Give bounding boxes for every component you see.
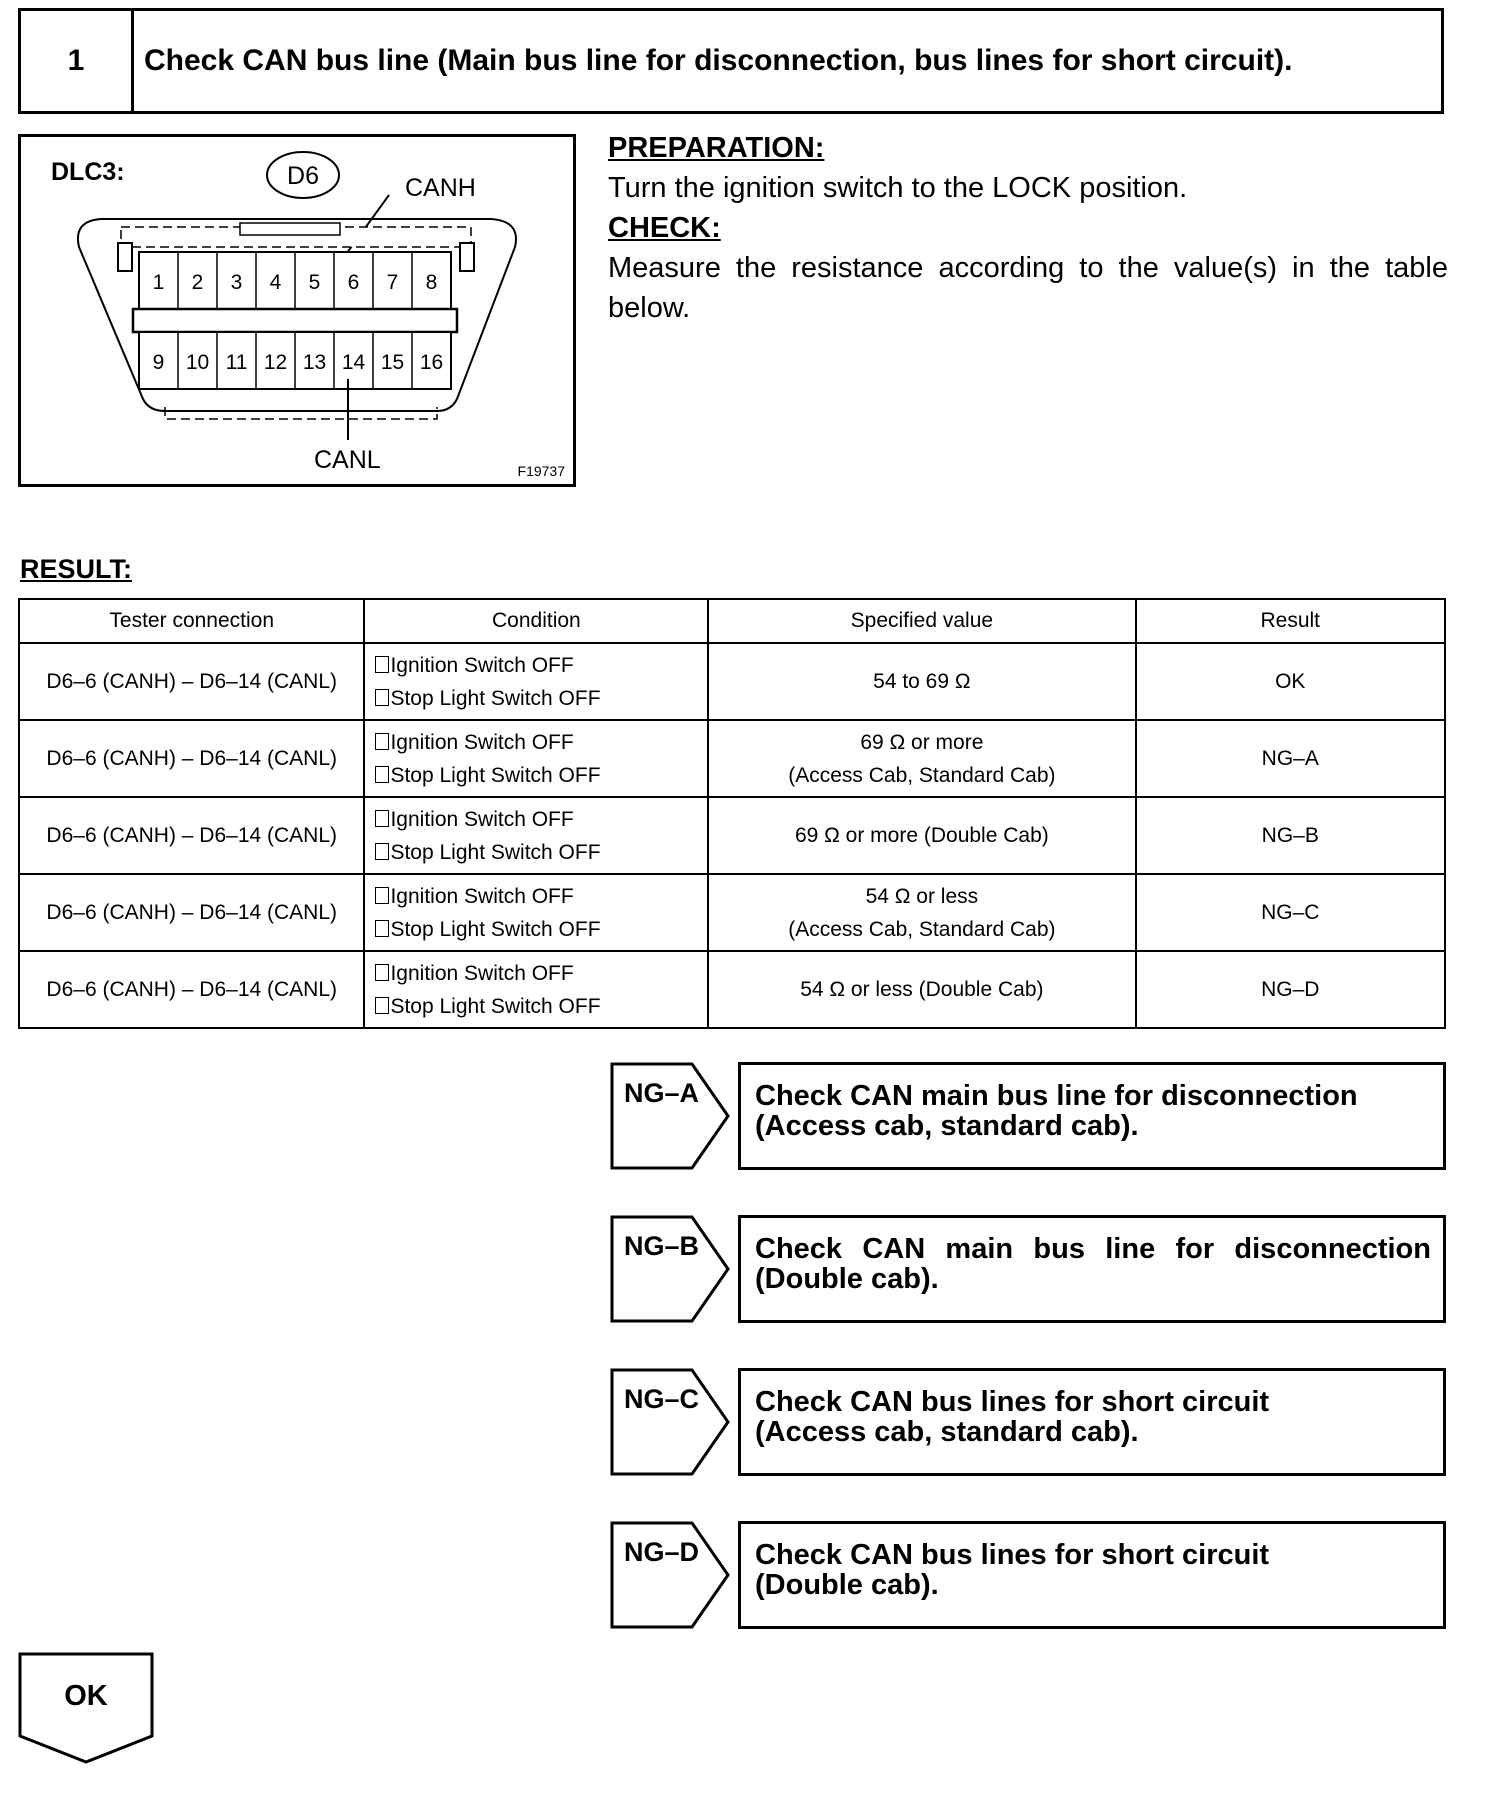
ng-action-line: (Access cab, standard cab). [755, 1110, 1139, 1142]
ng-a-action[interactable] [610, 1062, 1446, 1170]
ng-action-line: (Access cab, standard cab). [755, 1416, 1139, 1448]
pin-number: 9 [152, 351, 165, 374]
canl-label: CANL [314, 446, 381, 474]
ng-action-line: (Double cab). [755, 1263, 939, 1295]
result-table [18, 598, 1446, 1029]
ng-action-line: Check CAN main bus line for disconnection [755, 1233, 1431, 1265]
specified-value-cell [708, 874, 1135, 951]
table-row [19, 874, 1445, 951]
pin-number: 15 [380, 351, 405, 374]
checkbox-icon [375, 766, 389, 783]
spec-line: 54 to 69 Ω [873, 670, 971, 693]
pin-number: 5 [308, 271, 321, 294]
condition-line: Ignition Switch OFF [375, 726, 707, 759]
checkbox-icon [375, 810, 389, 827]
pin-number: 11 [225, 351, 248, 374]
checkbox-icon [375, 964, 389, 981]
condition-line: Stop Light Switch OFF [375, 682, 707, 715]
pin-number: 3 [230, 271, 243, 294]
pin-number: 2 [191, 271, 204, 294]
connector-left-key [118, 243, 132, 271]
spec-line: 54 Ω or less (Double Cab) [800, 978, 1044, 1001]
condition-cell [364, 797, 708, 874]
header-specified-value: Specified value [708, 599, 1135, 643]
condition-line: Ignition Switch OFF [375, 880, 707, 913]
table-row [19, 797, 1445, 874]
pin-number: 4 [269, 271, 282, 294]
condition-line: Stop Light Switch OFF [375, 836, 707, 869]
tester-connection-cell: D6–6 (CANH) – D6–14 (CANL) [19, 720, 364, 797]
result-heading: RESULT: [20, 554, 132, 584]
ng-tag-label: NG–A [624, 1078, 700, 1108]
canh-label: CANH [405, 174, 476, 202]
ng-action-box [738, 1368, 1446, 1476]
tester-connection-cell: D6–6 (CANH) – D6–14 (CANL) [19, 951, 364, 1028]
condition-cell [364, 720, 708, 797]
ng-tag-label: NG–B [624, 1231, 700, 1261]
ng-action-box [738, 1521, 1446, 1629]
ng-tag-label: NG–C [624, 1384, 700, 1414]
connector-bottom-ridge [165, 407, 437, 419]
condition-cell [364, 874, 708, 951]
result-cell: NG–B [1136, 797, 1446, 874]
condition-line: Stop Light Switch OFF [375, 759, 707, 792]
table-row [19, 643, 1445, 720]
tester-connection-cell: D6–6 (CANH) – D6–14 (CANL) [19, 874, 364, 951]
center-divider [133, 309, 457, 332]
result-cell: OK [1136, 643, 1446, 720]
step-title: Check CAN bus line (Main bus line for disconnection, bus lines for short circuit). [144, 44, 1293, 77]
ng-action-line: Check CAN bus lines for short circuit [755, 1386, 1270, 1418]
condition-line: Ignition Switch OFF [375, 803, 707, 836]
checkbox-icon [375, 656, 389, 673]
checkbox-icon [375, 920, 389, 937]
specified-value-cell [708, 797, 1135, 874]
pin-number: 12 [263, 351, 288, 374]
ng-action-box [738, 1062, 1446, 1170]
spec-line: (Access Cab, Standard Cab) [788, 917, 1056, 941]
result-cell: NG–C [1136, 874, 1446, 951]
pin-number: 7 [386, 271, 399, 294]
specified-value-cell [708, 643, 1135, 720]
instructions [608, 128, 1448, 328]
check-heading: CHECK: [608, 212, 721, 244]
checkbox-icon [375, 733, 389, 750]
ng-tag-label: NG–D [624, 1537, 700, 1567]
ng-action-line: Check CAN main bus line for disconnection [755, 1080, 1358, 1112]
step-number: 1 [21, 11, 134, 111]
header-result: Result [1136, 599, 1446, 643]
pin-number: 16 [419, 351, 444, 374]
dlc3-diagram [18, 134, 576, 487]
table-header-row [19, 599, 1445, 643]
header-tester-connection: Tester connection [19, 599, 364, 643]
ng-d-action[interactable] [610, 1521, 1446, 1629]
result-cell: NG–D [1136, 951, 1446, 1028]
condition-cell [364, 643, 708, 720]
tester-connection-cell: D6–6 (CANH) – D6–14 (CANL) [19, 643, 364, 720]
connector-label: DLC3: [51, 158, 125, 186]
connector-code: D6 [287, 162, 319, 190]
condition-cell [364, 951, 708, 1028]
preparation-text: Turn the ignition switch to the LOCK position. [608, 172, 1188, 204]
spec-line: 54 Ω or less [865, 884, 979, 908]
ng-action-line: (Double cab). [755, 1569, 939, 1601]
ng-c-action[interactable] [610, 1368, 1446, 1476]
connector-right-key [460, 243, 474, 271]
pin-number: 13 [302, 351, 327, 374]
preparation-heading: PREPARATION: [608, 132, 825, 164]
connector-latch [240, 223, 340, 235]
ng-action-box [738, 1215, 1446, 1323]
pin-number: 14 [341, 351, 366, 374]
pin-number: 10 [185, 351, 210, 374]
check-text: Measure the resistance according to the value(s) in the table below. [608, 252, 1448, 324]
checkbox-icon [375, 843, 389, 860]
pin-number: 1 [152, 271, 165, 294]
ng-action-line: Check CAN bus lines for short circuit [755, 1539, 1270, 1571]
specified-value-cell [708, 720, 1135, 797]
ok-action[interactable] [18, 1652, 154, 1764]
result-cell: NG–A [1136, 720, 1446, 797]
checkbox-icon [375, 689, 389, 706]
condition-line: Ignition Switch OFF [375, 957, 707, 990]
ok-label: OK [64, 1680, 108, 1712]
figure-id: F19737 [517, 463, 565, 479]
pin-number: 8 [425, 271, 438, 294]
tester-connection-cell: D6–6 (CANH) – D6–14 (CANL) [19, 797, 364, 874]
spec-line: 69 Ω or more [860, 730, 984, 754]
dlc3-connector-drawing [21, 137, 573, 484]
specified-value-cell [708, 951, 1135, 1028]
condition-line: Ignition Switch OFF [375, 649, 707, 682]
checkbox-icon [375, 887, 389, 904]
condition-line: Stop Light Switch OFF [375, 990, 707, 1023]
table-row [19, 720, 1445, 797]
checkbox-icon [375, 997, 389, 1014]
pin-number: 6 [347, 271, 360, 294]
spec-line: (Access Cab, Standard Cab) [788, 763, 1056, 787]
header-condition: Condition [364, 599, 708, 643]
step-header [18, 8, 1444, 114]
condition-line: Stop Light Switch OFF [375, 913, 707, 946]
spec-line: 69 Ω or more (Double Cab) [794, 824, 1049, 847]
table-row [19, 951, 1445, 1028]
ng-b-action[interactable] [610, 1215, 1446, 1323]
